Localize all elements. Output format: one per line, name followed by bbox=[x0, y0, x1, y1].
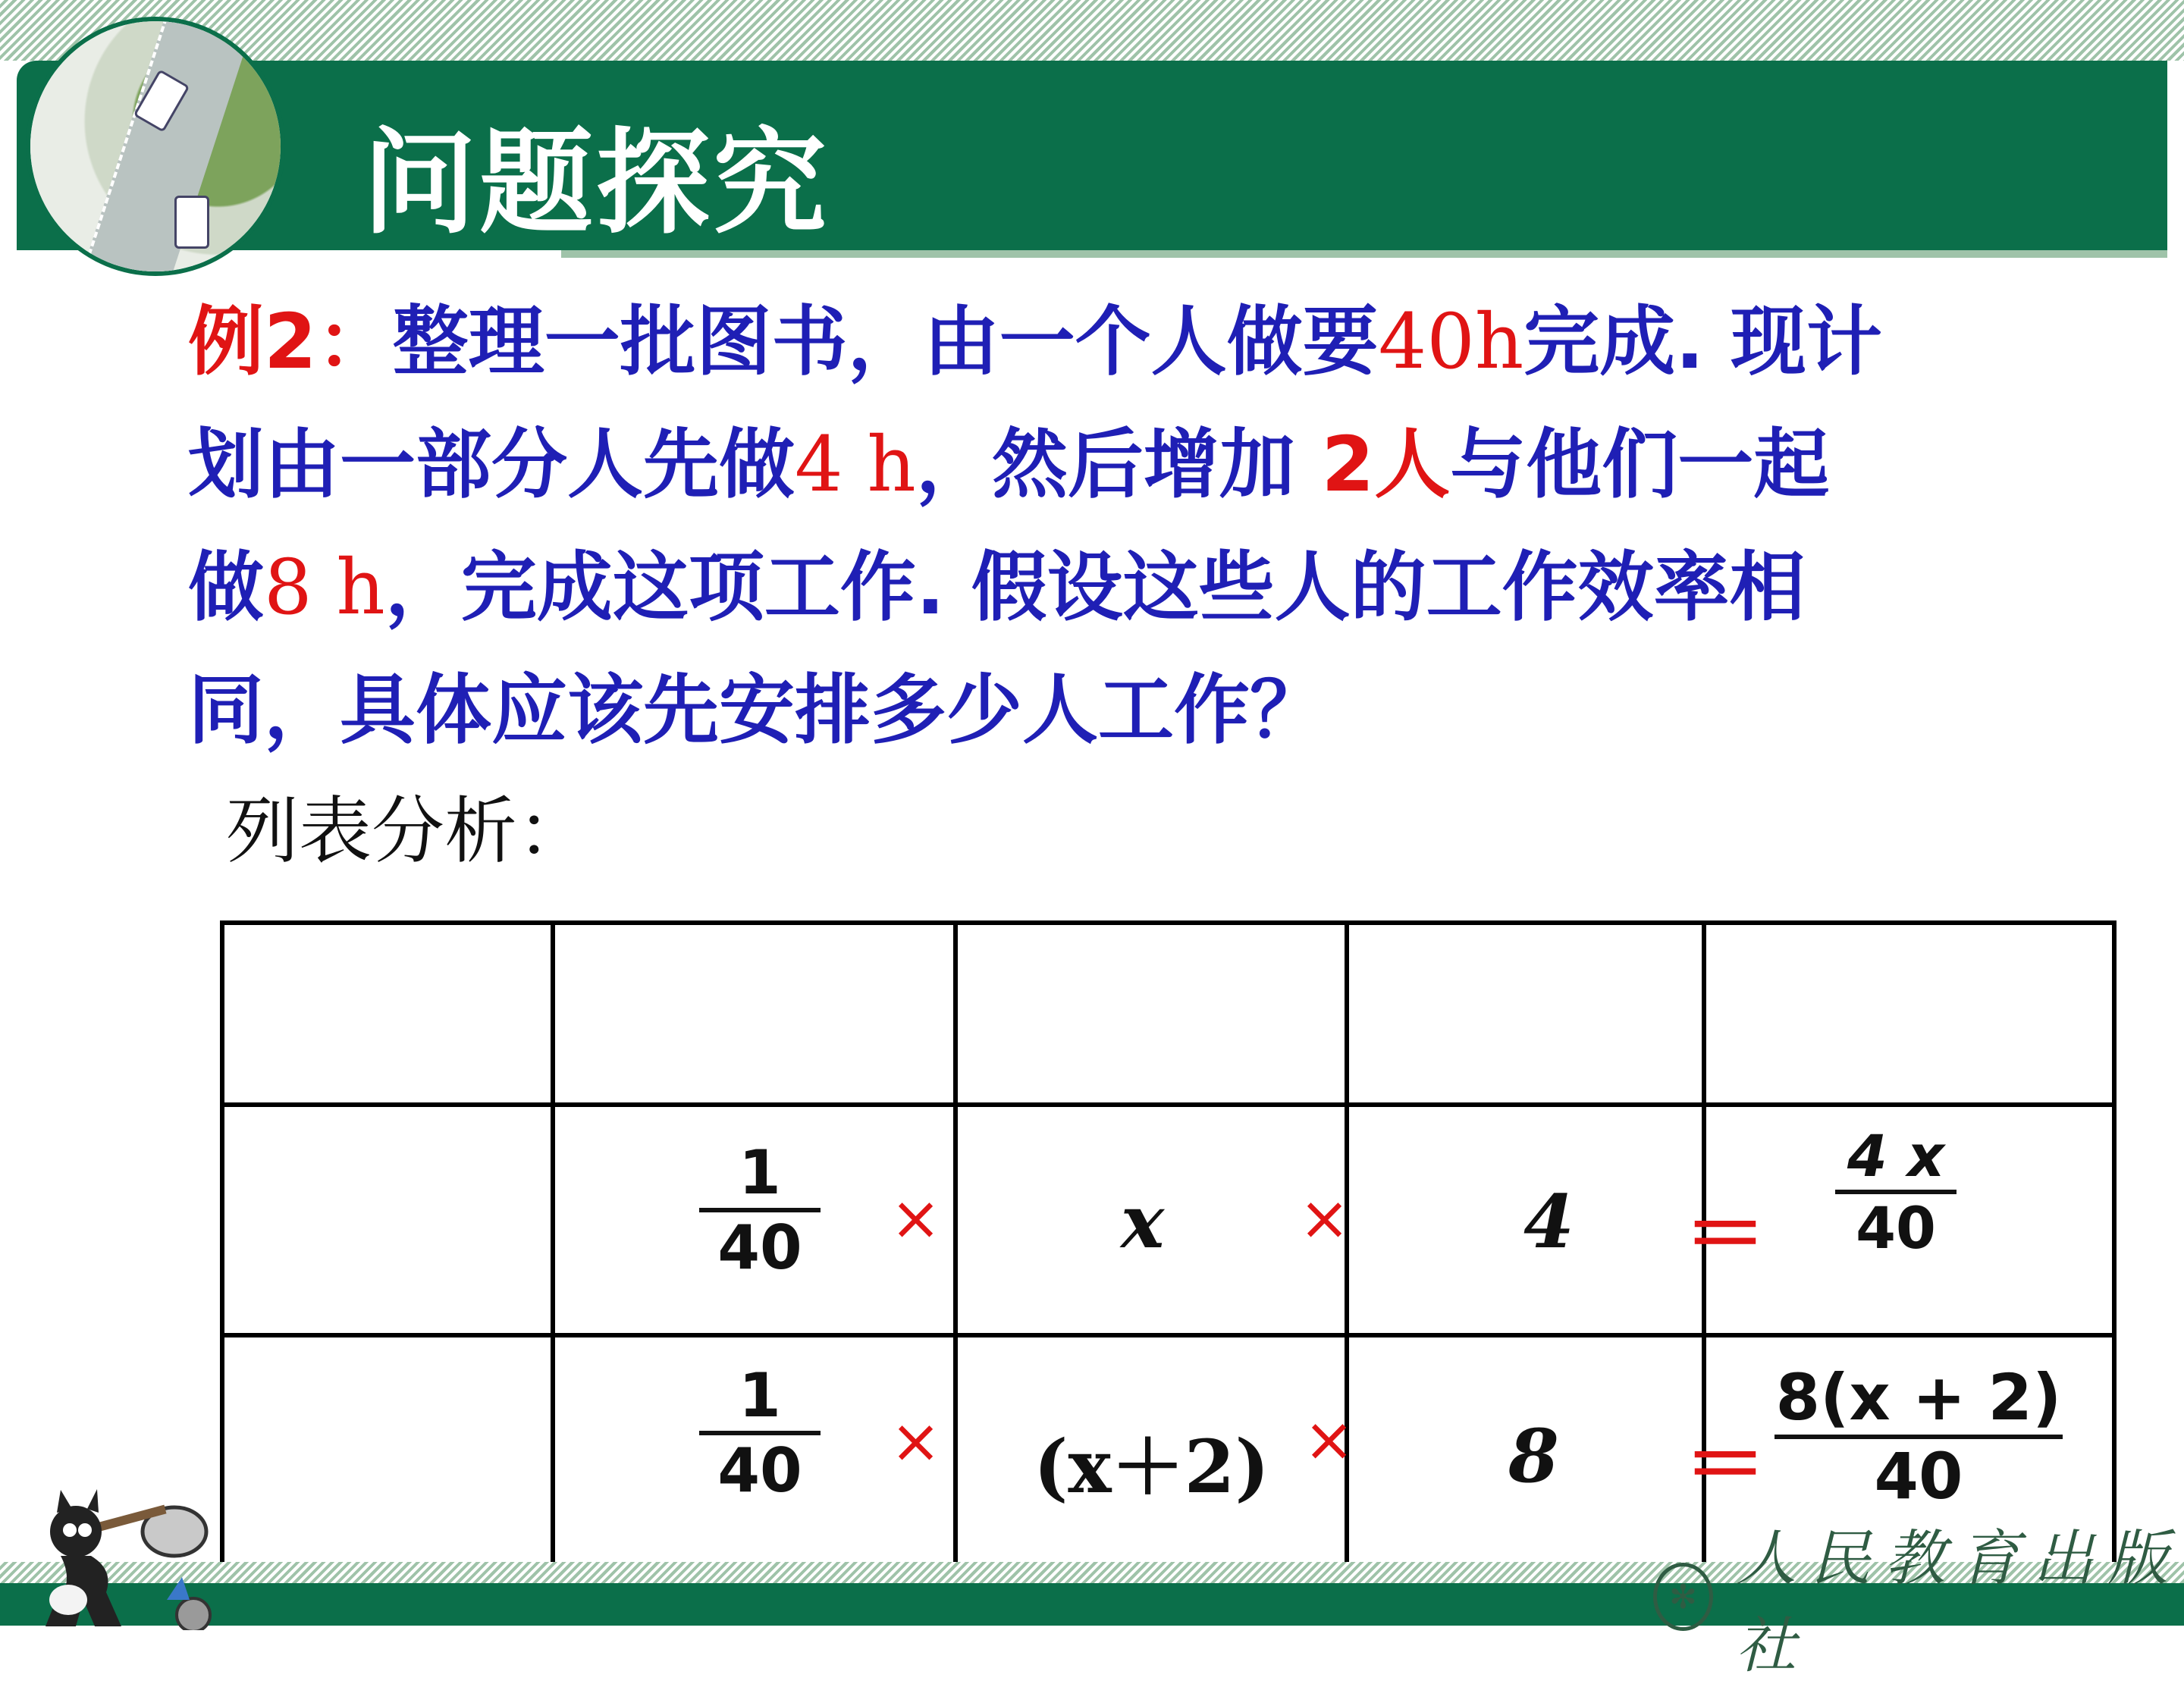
people-value: (x＋2) bbox=[1034, 1424, 1269, 1510]
table-cell bbox=[956, 923, 1347, 1105]
rate-fraction: 1 40 bbox=[699, 1360, 821, 1506]
equals-sign: ＝ bbox=[1684, 1186, 1767, 1283]
equals-sign: ＝ bbox=[1684, 1416, 1767, 1513]
table-header-row bbox=[222, 923, 2114, 1105]
row-label bbox=[222, 1105, 553, 1335]
problem-line-4: 同，具体应该先安排多少人工作？ bbox=[188, 666, 1326, 754]
publisher-signature bbox=[1653, 1523, 2184, 1681]
road-photo-logo bbox=[30, 21, 281, 271]
multiply-sign: × bbox=[890, 1183, 942, 1253]
multiply-sign: × bbox=[1299, 1183, 1351, 1253]
header-banner bbox=[17, 61, 2167, 250]
publisher-name: 人民教育出版社 bbox=[1735, 1523, 2182, 1681]
rate-cell bbox=[553, 1335, 956, 1566]
problem-line-3: 做8 h，完成这项工作. 假设这些人的工作效率相 bbox=[188, 543, 1806, 632]
result-cell bbox=[1684, 1105, 2114, 1335]
table-cell bbox=[553, 923, 956, 1105]
page-title: 问题探究 bbox=[362, 118, 830, 249]
result-fraction: 4 x 40 bbox=[1835, 1122, 1956, 1262]
example-label: 例2： bbox=[188, 297, 393, 386]
people-cell bbox=[956, 1335, 1355, 1566]
truck-icon bbox=[174, 196, 209, 249]
cartoon-cat-icon bbox=[23, 1486, 220, 1630]
table-cell bbox=[1704, 923, 2114, 1105]
analysis-table bbox=[220, 920, 2117, 1568]
multiply-sign: × bbox=[890, 1406, 942, 1476]
problem-text bbox=[188, 281, 2038, 772]
table-row bbox=[222, 1105, 2114, 1335]
publisher-emblem-icon: ✻ bbox=[1653, 1563, 1713, 1631]
table-cell bbox=[1347, 923, 1704, 1105]
time-cell bbox=[1347, 1335, 1704, 1566]
people-value: x bbox=[1121, 1179, 1165, 1265]
problem-line-2: 划由一部分人先做4 h，然后增加 2人与他们一起 bbox=[188, 420, 1830, 509]
top-stripe bbox=[0, 0, 2184, 61]
analysis-label: 列表分析： bbox=[226, 789, 590, 873]
row-label bbox=[222, 1335, 553, 1566]
rate-cell bbox=[553, 1105, 956, 1335]
table-cell bbox=[222, 923, 553, 1105]
problem-line-1: 例2：整理一批图书，由一个人做要40h完成. 现计 bbox=[188, 297, 1883, 386]
multiply-sign: × bbox=[1304, 1404, 1355, 1475]
people-cell bbox=[956, 1105, 1351, 1335]
time-value: 8 bbox=[1508, 1413, 1559, 1499]
result-fraction: 8(x + 2) 40 bbox=[1775, 1360, 2062, 1513]
time-value: 4 bbox=[1523, 1179, 1574, 1265]
rate-fraction: 1 40 bbox=[699, 1137, 821, 1283]
time-cell bbox=[1347, 1105, 1704, 1335]
